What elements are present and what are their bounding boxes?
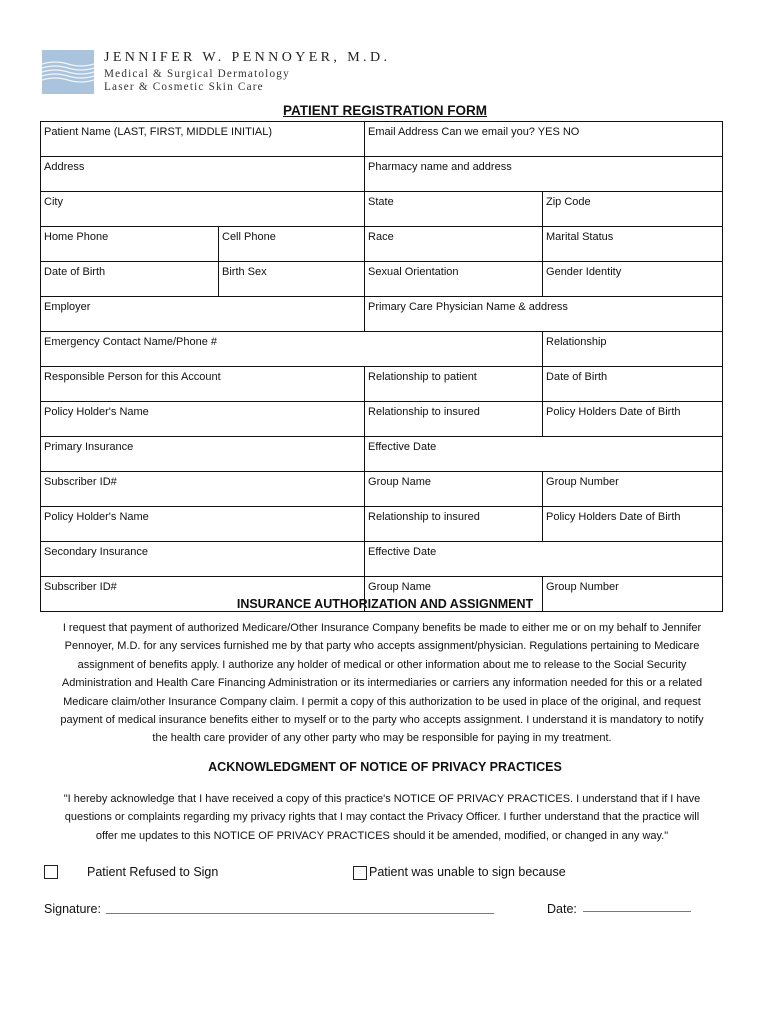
policy-holder-dob-field[interactable]: Policy Holders Date of Birth — [543, 402, 723, 437]
secondary-policy-holder-dob-field[interactable]: Policy Holders Date of Birth — [543, 507, 723, 542]
pcp-field[interactable]: Primary Care Physician Name & address — [365, 297, 723, 332]
secondary-effective-date-field[interactable]: Effective Date — [365, 542, 723, 577]
marital-status-field[interactable]: Marital Status — [543, 227, 723, 262]
primary-insurance-field[interactable]: Primary Insurance — [41, 437, 365, 472]
signature-field[interactable] — [106, 913, 494, 914]
date-label: Date: — [547, 902, 577, 916]
secondary-insurance-field[interactable]: Secondary Insurance — [41, 542, 365, 577]
relationship-to-patient-field[interactable]: Relationship to patient — [365, 367, 543, 402]
patient-name-field[interactable]: Patient Name (LAST, FIRST, MIDDLE INITIAL) — [41, 122, 365, 157]
table-row — [41, 472, 723, 507]
table-row — [41, 437, 723, 472]
responsible-dob-field[interactable]: Date of Birth — [543, 367, 723, 402]
table-row — [41, 262, 723, 297]
table-row — [41, 157, 723, 192]
secondary-subscriber-id-field[interactable]: Subscriber ID# — [41, 577, 365, 612]
authorization-heading: INSURANCE AUTHORIZATION AND ASSIGNMENT — [236, 597, 534, 611]
logo-wave-icon — [42, 50, 94, 94]
relationship-to-insured-field[interactable]: Relationship to insured — [365, 402, 543, 437]
privacy-text — [40, 790, 724, 845]
subscriber-id-field[interactable]: Subscriber ID# — [41, 472, 365, 507]
gender-identity-field[interactable]: Gender Identity — [543, 262, 723, 297]
authorization-line: I request that payment of authorized Medicare/Other Insurance Company benefits be made to either me or on my behalf to Jennifer — [62, 622, 702, 634]
authorization-line: assignment of benefits apply. I authorize any holder of medical or other information about me to release to the Social Security — [77, 658, 687, 671]
race-field[interactable]: Race — [365, 227, 543, 262]
table-row — [41, 367, 723, 402]
birth-sex-field[interactable]: Birth Sex — [219, 262, 365, 297]
form-title: PATIENT REGISTRATION FORM — [283, 103, 487, 118]
table-row — [41, 402, 723, 437]
unable-to-sign-label: Patient was unable to sign because — [369, 865, 566, 879]
privacy-line: questions or complaints regarding my privacy rights that I may contact the Privacy Officer. I further understand that the practice will — [64, 811, 700, 824]
privacy-line: offer me updates to this NOTICE OF PRIVACY PRACTICES should it be amended, modified, or changed in any way." — [95, 829, 669, 842]
privacy-line: "I hereby acknowledge that I have received a copy of this practice's NOTICE OF PRIVACY PRACTICES. I understand that if I have — [63, 793, 701, 805]
city-field[interactable]: City — [41, 192, 365, 227]
effective-date-field[interactable]: Effective Date — [365, 437, 723, 472]
secondary-relationship-to-insured-field[interactable]: Relationship to insured — [365, 507, 543, 542]
secondary-group-name-field[interactable]: Group Name — [365, 577, 543, 612]
emergency-contact-field[interactable]: Emergency Contact Name/Phone # — [41, 332, 543, 367]
pharmacy-field[interactable]: Pharmacy name and address — [365, 157, 723, 192]
table-row — [41, 332, 723, 367]
practice-logo — [42, 50, 94, 94]
table-row — [41, 297, 723, 332]
authorization-line: payment of medical insurance benefits either to myself or to the party who accepts assignment. I understand it is mandatory to notify — [60, 714, 704, 727]
dob-field[interactable]: Date of Birth — [41, 262, 219, 297]
policy-holder-name-field[interactable]: Policy Holder's Name — [41, 402, 365, 437]
practice-subtitle-1: Medical & Surgical Dermatology — [104, 68, 290, 80]
practice-subtitle-2: Laser & Cosmetic Skin Care — [104, 81, 264, 93]
secondary-group-number-field[interactable]: Group Number — [543, 577, 723, 612]
signature-label: Signature: — [44, 902, 101, 916]
authorization-line: Medicare claim/other Insurance Company claim. I permit a copy of this authorization to be used in place of the original, and request — [63, 695, 701, 708]
table-row — [41, 122, 723, 157]
table-row — [41, 227, 723, 262]
authorization-text — [40, 619, 724, 748]
table-row — [41, 507, 723, 542]
employer-field[interactable]: Employer — [41, 297, 365, 332]
practice-name: JENNIFER W. PENNOYER, M.D. — [104, 50, 391, 65]
sexual-orientation-field[interactable]: Sexual Orientation — [365, 262, 543, 297]
privacy-heading: ACKNOWLEDGMENT OF NOTICE OF PRIVACY PRACTICES — [208, 760, 562, 774]
authorization-line: Pennoyer, M.D. for any services furnished me by that party who accepts assignment/physician. Regulations pertaining to Medicare — [64, 640, 700, 653]
registration-table — [40, 121, 723, 612]
email-field[interactable]: Email Address Can we email you? YES NO — [365, 122, 723, 157]
cell-phone-field[interactable]: Cell Phone — [219, 227, 365, 262]
emergency-relationship-field[interactable]: Relationship — [543, 332, 723, 367]
date-field[interactable] — [583, 911, 691, 912]
responsible-person-field[interactable]: Responsible Person for this Account — [41, 367, 365, 402]
authorization-line: the health care provider of any other party who may be responsible for paying in my treatment. — [152, 732, 612, 745]
zip-field[interactable]: Zip Code — [543, 192, 723, 227]
home-phone-field[interactable]: Home Phone — [41, 227, 219, 262]
table-row — [41, 192, 723, 227]
unable-to-sign-checkbox[interactable] — [353, 866, 367, 880]
table-row — [41, 542, 723, 577]
refused-to-sign-label: Patient Refused to Sign — [87, 865, 219, 879]
secondary-policy-holder-name-field[interactable]: Policy Holder's Name — [41, 507, 365, 542]
group-number-field[interactable]: Group Number — [543, 472, 723, 507]
authorization-line: Administration and Health Care Financing Administration or its intermediaries or carriers any information needed for this or a related — [61, 677, 703, 690]
refused-to-sign-checkbox[interactable] — [44, 865, 58, 879]
group-name-field[interactable]: Group Name — [365, 472, 543, 507]
address-field[interactable]: Address — [41, 157, 365, 192]
state-field[interactable]: State — [365, 192, 543, 227]
